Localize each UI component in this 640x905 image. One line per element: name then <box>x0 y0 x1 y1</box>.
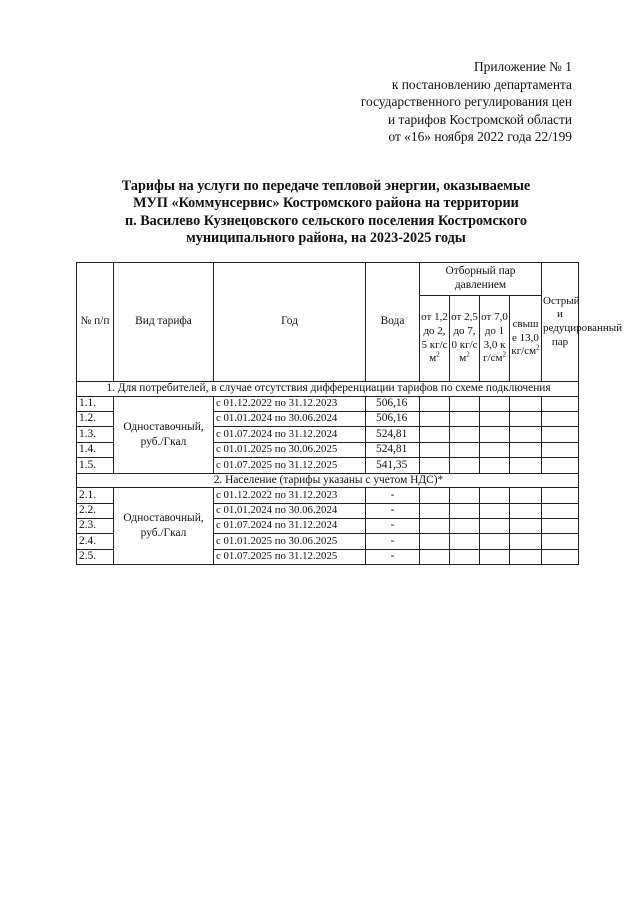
empty-cell <box>542 488 579 503</box>
water-tariff-cell: 524,81 <box>366 442 420 457</box>
empty-cell <box>510 549 542 564</box>
empty-cell <box>420 396 450 411</box>
empty-cell <box>480 442 510 457</box>
empty-cell <box>480 549 510 564</box>
section-row <box>77 473 579 488</box>
empty-cell <box>542 427 579 442</box>
empty-cell <box>480 411 510 426</box>
period-cell: с 01.01.2024 по 30.06.2024 <box>214 411 366 426</box>
period-cell: с 01.12.2022 по 31.12.2023 <box>214 488 366 503</box>
header-pressure-3: от 7,0 до 13,0 $кг/см^2$ <box>480 296 510 382</box>
row-number: 2.3. <box>77 518 114 533</box>
water-tariff-cell: - <box>366 503 420 518</box>
empty-cell <box>480 488 510 503</box>
appendix-line-3: государственного регулирования цен <box>360 94 572 110</box>
header-pressure-4: свыше 13,0 $кг/см^2$ <box>510 296 542 382</box>
empty-cell <box>450 396 480 411</box>
empty-cell <box>450 442 480 457</box>
empty-cell <box>510 488 542 503</box>
table-row <box>77 396 579 411</box>
empty-cell <box>542 534 579 549</box>
row-number: 2.5. <box>77 549 114 564</box>
document-title <box>96 178 556 248</box>
empty-cell <box>420 442 450 457</box>
empty-cell <box>542 458 579 473</box>
water-tariff-cell: - <box>366 518 420 533</box>
empty-cell <box>510 518 542 533</box>
header-steam-group: Отборный пар давлением <box>420 263 542 296</box>
period-cell: с 01.07.2025 по 31.12.2025 <box>214 549 366 564</box>
empty-cell <box>510 442 542 457</box>
empty-cell <box>480 534 510 549</box>
water-tariff-cell: - <box>366 549 420 564</box>
water-tariff-cell: 506,16 <box>366 396 420 411</box>
header-num: № п/п <box>77 263 114 382</box>
header-pressure-1: от 1,2 до 2,5 $кг/см^2$ <box>420 296 450 382</box>
row-number: 1.3. <box>77 427 114 442</box>
period-cell: с 01.01.2025 по 30.06.2025 <box>214 442 366 457</box>
empty-cell <box>450 534 480 549</box>
empty-cell <box>542 396 579 411</box>
empty-cell <box>480 458 510 473</box>
header-tariff-type: Вид тарифа <box>114 263 214 382</box>
period-cell: с 01.07.2024 по 31.12.2024 <box>214 518 366 533</box>
empty-cell <box>480 427 510 442</box>
empty-cell <box>420 503 450 518</box>
water-tariff-cell: 524,81 <box>366 427 420 442</box>
empty-cell <box>420 488 450 503</box>
empty-cell <box>510 411 542 426</box>
empty-cell <box>450 411 480 426</box>
title-line-3: п. Василево Кузнецовского сельского поселения Костромского <box>124 212 528 229</box>
header-sharp-steam: Острый и редуцированный пар <box>542 263 579 382</box>
section-row <box>77 382 579 397</box>
appendix-block <box>361 58 572 146</box>
empty-cell <box>542 442 579 457</box>
row-number: 2.2. <box>77 503 114 518</box>
empty-cell <box>420 411 450 426</box>
empty-cell <box>480 518 510 533</box>
title-line-2: МУП «Коммунсервис» Костромского района на территории <box>133 195 519 212</box>
empty-cell <box>480 396 510 411</box>
section-title: 2. Население (тарифы указаны с учетом НДС)* <box>77 473 579 488</box>
empty-cell <box>450 549 480 564</box>
row-number: 2.4. <box>77 534 114 549</box>
empty-cell <box>510 427 542 442</box>
row-number: 2.1. <box>77 488 114 503</box>
empty-cell <box>420 549 450 564</box>
empty-cell <box>420 458 450 473</box>
empty-cell <box>450 518 480 533</box>
header-water: Вода <box>366 263 420 382</box>
water-tariff-cell: - <box>366 534 420 549</box>
empty-cell <box>420 518 450 533</box>
title-line-1: Тарифы на услуги по передаче тепловой энергии, оказываемые <box>121 178 531 194</box>
header-year: Год <box>214 263 366 382</box>
tariff-type-cell: Одноставочный, руб./Гкал <box>114 488 214 565</box>
header-row-1 <box>77 263 579 296</box>
empty-cell <box>450 488 480 503</box>
empty-cell <box>542 411 579 426</box>
empty-cell <box>510 534 542 549</box>
row-number: 1.1. <box>77 396 114 411</box>
table-row <box>77 488 579 503</box>
title-line-4: муниципального района, на 2023-2025 годы <box>186 230 466 247</box>
appendix-line-1: Приложение № 1 <box>473 59 572 74</box>
appendix-line-2: к постановлению департамента <box>391 76 572 92</box>
empty-cell <box>510 396 542 411</box>
empty-cell <box>420 427 450 442</box>
empty-cell <box>450 503 480 518</box>
period-cell: с 01.07.2025 по 31.12.2025 <box>214 458 366 473</box>
appendix-line-4: и тарифов Костромской области <box>388 111 572 127</box>
period-cell: с 01.01.2024 по 30.06.2024 <box>214 503 366 518</box>
section-title: 1. Для потребителей, в случае отсутствия дифференциации тарифов по схеме подключения <box>77 382 579 397</box>
empty-cell <box>542 518 579 533</box>
empty-cell <box>542 549 579 564</box>
empty-cell <box>450 427 480 442</box>
period-cell: с 01.01.2025 по 30.06.2025 <box>214 534 366 549</box>
row-number: 1.5. <box>77 458 114 473</box>
period-cell: с 01.12.2022 по 31.12.2023 <box>214 396 366 411</box>
row-number: 1.4. <box>77 442 114 457</box>
empty-cell <box>510 458 542 473</box>
empty-cell <box>480 503 510 518</box>
water-tariff-cell: 541,35 <box>366 458 420 473</box>
empty-cell <box>420 534 450 549</box>
empty-cell <box>450 458 480 473</box>
row-number: 1.2. <box>77 411 114 426</box>
empty-cell <box>510 503 542 518</box>
header-pressure-2: от 2,5 до 7,0 $кг/см^2$ <box>450 296 480 382</box>
water-tariff-cell: 506,16 <box>366 411 420 426</box>
appendix-line-5: от «16» ноября 2022 года 22/199 <box>388 129 572 145</box>
empty-cell <box>542 503 579 518</box>
tariff-table <box>76 262 623 565</box>
water-tariff-cell: - <box>366 488 420 503</box>
tariff-type-cell: Одноставочный, руб./Гкал <box>114 396 214 473</box>
period-cell: с 01.07.2024 по 31.12.2024 <box>214 427 366 442</box>
